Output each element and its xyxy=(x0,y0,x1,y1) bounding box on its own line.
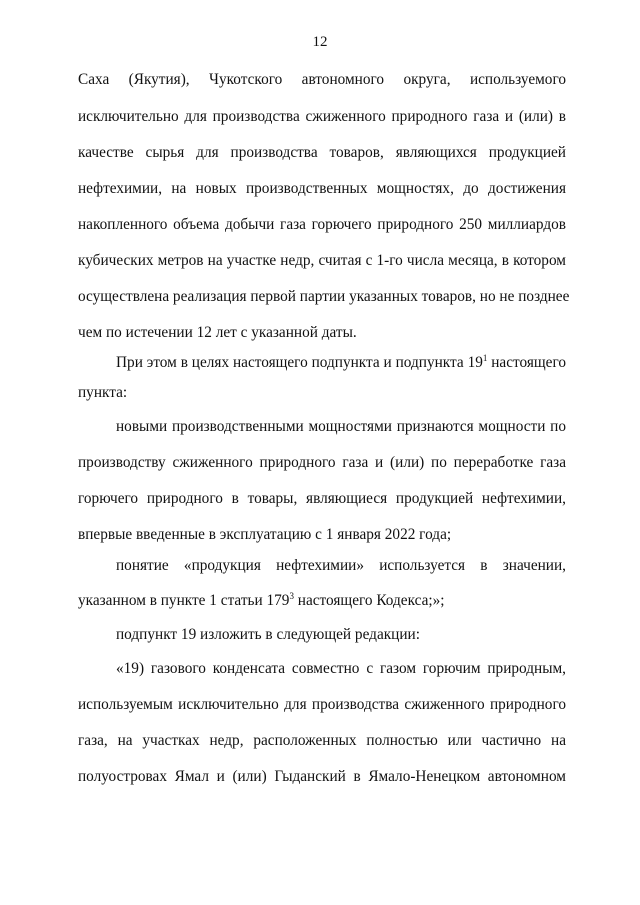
text-line: накопленного объема добычи газа горючего природного 250 миллиардов xyxy=(78,216,566,233)
text-line xyxy=(116,354,566,372)
text-line: впервые введенные в эксплуатацию с 1 января 2022 года; xyxy=(78,526,452,543)
text-line: понятие «продукция нефтехимии» используется в значении, xyxy=(116,557,566,574)
text-line: качестве сырья для производства товаров, являющихся продукцией xyxy=(78,144,566,161)
text-line: газа, на участках недр, расположенных полностью или частично на xyxy=(78,732,566,749)
text-line: осуществлена реализация первой партии указанных товаров, но не позднее xyxy=(78,288,570,305)
text-segment: настоящего Кодекса;»; xyxy=(293,592,445,609)
superscript: 3 xyxy=(289,591,294,601)
text-segment: указанном в пункте 1 статьи 179 xyxy=(78,592,290,609)
text-segment: При этом в целях настоящего подпункта и подпункта 19 xyxy=(116,354,483,371)
text-line: исключительно для производства сжиженного природного газа и (или) в xyxy=(78,108,566,125)
text-line: производству сжиженного природного газа и (или) по переработке газа xyxy=(78,454,566,471)
superscript: 1 xyxy=(482,353,488,363)
text-line: пункта: xyxy=(78,384,128,401)
text-line: «19) газового конденсата совместно с газом горючим природным, xyxy=(116,660,566,677)
text-line: кубических метров на участке недр, считая с 1-го числа месяца, в котором xyxy=(78,252,566,269)
text-line: чем по истечении 12 лет с указанной даты. xyxy=(78,324,357,341)
page-number: 12 xyxy=(312,34,328,50)
text-line: используемым исключительно для производства сжиженного природного xyxy=(78,696,566,713)
text-line: подпункт 19 изложить в следующей редакции: xyxy=(116,626,420,643)
text-segment: настоящего xyxy=(487,354,566,371)
text-line: полуостровах Ямал и (или) Гыданский в Ямало-Ненецком автономном xyxy=(78,768,566,785)
text-line: горючего природного в товары, являющиеся продукцией нефтехимии, xyxy=(78,490,566,507)
text-line: нефтехимии, на новых производственных мощностях, до достижения xyxy=(78,180,566,197)
text-line xyxy=(78,592,566,610)
text-line: Саха (Якутия), Чукотского автономного округа, используемого xyxy=(78,71,566,88)
text-line: новыми производственными мощностями признаются мощности по xyxy=(116,418,566,435)
